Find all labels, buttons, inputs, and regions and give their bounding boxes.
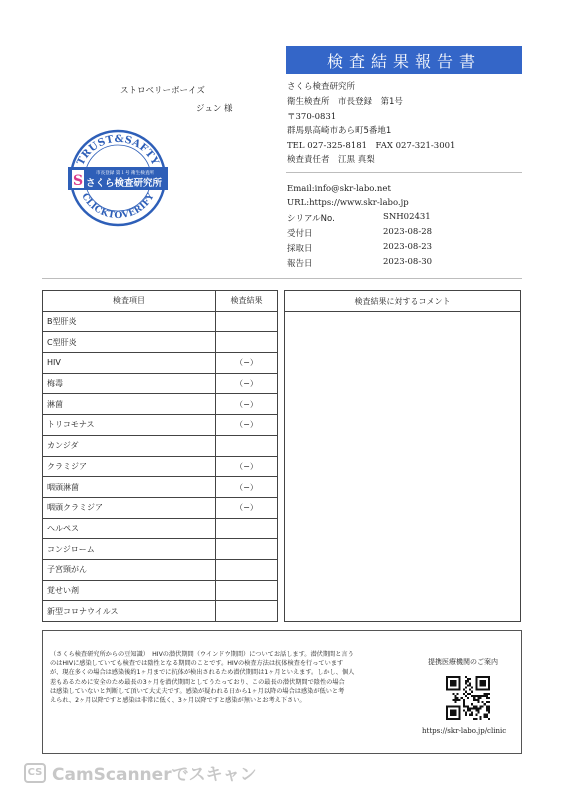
clinic-url[interactable]: https://skr-labo.jp/clinic	[422, 727, 507, 735]
lab-seal-logo	[68, 128, 168, 228]
divider-contact	[286, 172, 522, 173]
comment-box	[284, 290, 521, 622]
table-row	[43, 415, 278, 436]
notice-line: えられ、2ヶ月以降ですと感染は非常に低く、3ヶ月以降ですと感染が無いとお考え下さい。	[50, 697, 306, 705]
test-item-cell: HIV	[43, 353, 216, 374]
test-result-cell: （−）	[216, 415, 278, 436]
test-result-cell	[216, 311, 278, 332]
collected-date-value: 2023-08-23	[383, 242, 433, 252]
table-row	[43, 394, 278, 415]
camscanner-text: CamScannerでスキャン	[52, 765, 257, 785]
test-result-cell: （−）	[216, 477, 278, 498]
test-item-cell: クラミジア	[43, 456, 216, 477]
test-item-cell: 咽頭淋菌	[43, 477, 216, 498]
table-row	[43, 539, 278, 560]
test-item-cell: ヘルペス	[43, 518, 216, 539]
test-result-cell	[216, 435, 278, 456]
test-result-cell	[216, 539, 278, 560]
seal-logo-letter: S	[72, 173, 84, 189]
test-result-cell: （−）	[216, 456, 278, 477]
seal-registration: 市長登録 第１号 衛生検査所	[95, 171, 155, 176]
seal-arc-bottom: CLICKTOVERIFY	[79, 191, 157, 222]
addressee-group: ストロベリーボーイズ	[120, 86, 205, 96]
serial-value: SNH02431	[383, 212, 431, 222]
camscanner-logo-icon: CS	[24, 763, 46, 783]
table-row	[43, 601, 278, 622]
lab-postal: 〒370-0831	[287, 112, 337, 122]
test-item-cell: B型肝炎	[43, 311, 216, 332]
test-result-cell	[216, 559, 278, 580]
lab-url[interactable]: URL:https://www.skr-labo.jp	[287, 198, 409, 208]
header-test-result: 検査結果	[216, 291, 278, 312]
table-row	[43, 477, 278, 498]
table-header-row	[43, 291, 278, 312]
test-item-cell: 新型コロナウイルス	[43, 601, 216, 622]
notice-line: は感染していないと判断して頂いて大丈夫です。感染が疑われる日から1ヶ月以降の場合は感染が低いと考	[50, 687, 345, 695]
lab-name: さくら検査研究所	[287, 82, 356, 92]
table-row	[43, 435, 278, 456]
report-date-value: 2023-08-30	[383, 257, 433, 267]
notice-line: が、現在多くの場合は感染後約1ヶ月までに抗体が検出されるため潜伏期間は1ヶ月といえます。しかし、個人	[50, 669, 355, 677]
notice-text	[50, 650, 410, 705]
received-date-label: 受付日	[287, 229, 313, 239]
test-result-cell	[216, 601, 278, 622]
test-result-cell: （−）	[216, 353, 278, 374]
camscanner-watermark	[24, 760, 257, 785]
lab-tel-fax: TEL 027-325-8181 FAX 027-321-3001	[287, 141, 456, 151]
lab-registration: 衛生検査所 市長登録 第1号	[287, 97, 403, 107]
header-test-item: 検査項目	[43, 291, 216, 312]
test-result-cell: （−）	[216, 497, 278, 518]
report-date-label: 報告日	[287, 259, 313, 269]
notice-line: （さくら検査研究所からの豆知識） HIVの潜伏期間（ウインドウ期間）についてお話します。潜伏期間と言う	[50, 651, 354, 658]
test-item-cell: 淋菌	[43, 394, 216, 415]
qr-code-icon[interactable]	[446, 676, 490, 720]
table-row	[43, 332, 278, 353]
test-result-cell	[216, 580, 278, 601]
seal-brand: さくら検査研究所	[85, 178, 163, 189]
table-row	[43, 497, 278, 518]
test-item-cell: カンジダ	[43, 435, 216, 456]
test-item-cell: 咽頭クラミジア	[43, 497, 216, 518]
test-item-cell: 梅毒	[43, 373, 216, 394]
lab-address: 群馬県高崎市あら町5番地1	[287, 126, 392, 136]
test-result-cell	[216, 518, 278, 539]
header-comment: 検査結果に対するコメント	[285, 291, 520, 312]
table-row	[43, 456, 278, 477]
results-table	[42, 290, 278, 622]
seal-arc-top: TRUST&SAFTY	[75, 133, 161, 168]
table-row	[43, 353, 278, 374]
table-row	[43, 518, 278, 539]
test-item-cell: トリコモナス	[43, 415, 216, 436]
collected-date-label: 採取日	[287, 244, 313, 254]
test-item-cell: C型肝炎	[43, 332, 216, 353]
addressee-name: ジュン 様	[196, 104, 233, 114]
table-row	[43, 559, 278, 580]
notice-line: 差もあるために安全のため最長の3ヶ月を潜伏期間としてうたっており、この最長の潜伏期間で陰性の場合	[50, 678, 345, 686]
notice-line: のはHIVに感染していても検査では陰性となる期間のことです。HIVの検査方法は抗体検査を行っています	[50, 660, 344, 668]
test-item-cell: 覚せい剤	[43, 580, 216, 601]
lab-manager: 検査責任者 江黒 真梨	[287, 155, 375, 165]
table-row	[43, 373, 278, 394]
divider-main	[42, 278, 522, 279]
table-row	[43, 311, 278, 332]
received-date-value: 2023-08-28	[383, 227, 433, 237]
test-result-cell: （−）	[216, 394, 278, 415]
test-item-cell: コンジローム	[43, 539, 216, 560]
table-row	[43, 580, 278, 601]
report-title: 検査結果報告書	[286, 46, 522, 74]
serial-label: シリアルNo.	[287, 214, 335, 224]
clinic-label: 提携医療機関のご案内	[428, 658, 498, 666]
test-item-cell: 子宮頸がん	[43, 559, 216, 580]
test-result-cell: （−）	[216, 373, 278, 394]
lab-email[interactable]: Email:info@skr-labo.net	[287, 184, 391, 194]
test-result-cell	[216, 332, 278, 353]
